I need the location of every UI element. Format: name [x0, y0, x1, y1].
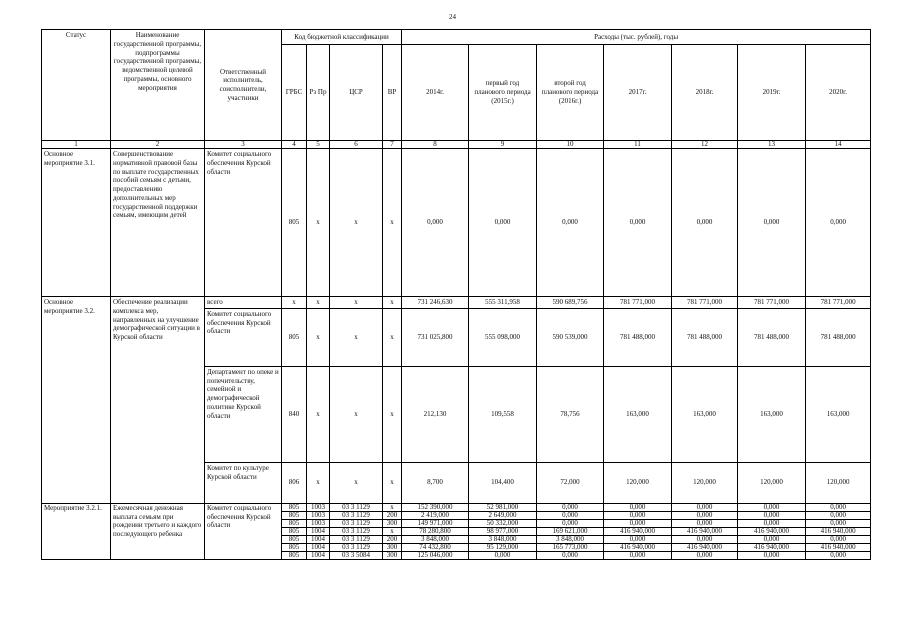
value-cell: 781 771,000 — [806, 297, 871, 309]
value-cell: 74 432,800 — [402, 543, 469, 551]
column-number-cell: 6 — [330, 141, 383, 149]
value-cell: 0,000 — [672, 149, 738, 297]
header-budget-code: Код бюджетной классификации — [282, 30, 402, 45]
code-cell: x — [307, 308, 330, 366]
code-cell: x — [307, 462, 330, 503]
code-cell: x — [330, 366, 383, 462]
header-2019: 2019г. — [738, 45, 806, 141]
value-cell: 0,000 — [738, 503, 806, 511]
value-cell: 416 940,000 — [672, 527, 738, 535]
header-name: Наименование государственной программы, подпрограммы государственной программы, ведомственной целевой программы, основного мероприятия — [111, 30, 205, 141]
value-cell: 149 971,000 — [402, 519, 469, 527]
value-cell: 2 419,000 — [402, 511, 469, 519]
code-cell: x — [330, 308, 383, 366]
code-cell: 805 — [282, 511, 307, 519]
code-cell: 1004 — [307, 543, 330, 551]
value-cell: 590 539,000 — [537, 308, 604, 366]
column-number-cell: 5 — [307, 141, 330, 149]
column-number-cell: 3 — [205, 141, 282, 149]
page-number: 24 — [449, 13, 456, 21]
value-cell: 78 280,800 — [402, 527, 469, 535]
code-cell: 1004 — [307, 551, 330, 559]
code-cell: 03 3 1129 — [330, 543, 383, 551]
value-cell: 3 848,000 — [402, 535, 469, 543]
value-cell: 0,000 — [469, 551, 537, 559]
header-expenses: Расходы (тыс. рублей), годы — [402, 30, 871, 45]
value-cell: 104,400 — [469, 462, 537, 503]
value-cell: 0,000 — [672, 519, 738, 527]
value-cell: 0,000 — [738, 551, 806, 559]
value-cell: 0,000 — [806, 511, 871, 519]
header-executor: Ответственный исполнитель, соисполнители, участники — [205, 30, 282, 141]
column-number-cell: 13 — [738, 141, 806, 149]
code-cell: x — [383, 308, 402, 366]
value-cell: 0,000 — [672, 511, 738, 519]
header-2016: второй год планового периода (2016г.) — [537, 45, 604, 141]
value-cell: 0,000 — [806, 519, 871, 527]
value-cell: 731 246,630 — [402, 297, 469, 309]
value-cell: 781 488,000 — [738, 308, 806, 366]
header-csr: ЦСР — [330, 45, 383, 141]
value-cell: 781 771,000 — [738, 297, 806, 309]
value-cell: 0,000 — [537, 551, 604, 559]
value-cell: 0,000 — [537, 149, 604, 297]
header-2017: 2017г. — [604, 45, 672, 141]
status-cell: Мероприятие 3.2.1. — [42, 503, 111, 559]
column-number-cell: 14 — [806, 141, 871, 149]
value-cell: 0,000 — [738, 149, 806, 297]
value-cell: 416 940,000 — [604, 527, 672, 535]
value-cell: 0,000 — [604, 535, 672, 543]
code-cell: x — [383, 527, 402, 535]
header-status: Статус — [42, 30, 111, 141]
status-cell: Основное мероприятие 3.1. — [42, 149, 111, 297]
value-cell: 212,130 — [402, 366, 469, 462]
code-cell: x — [383, 366, 402, 462]
name-cell: Обеспечение реализации комплекса мер, направленных на улучшение демографической ситуации в Курской области — [111, 297, 205, 504]
value-cell: 169 621,000 — [537, 527, 604, 535]
value-cell: 0,000 — [537, 503, 604, 511]
value-cell: 781 488,000 — [672, 308, 738, 366]
code-cell: 805 — [282, 551, 307, 559]
code-cell: 300 — [383, 551, 402, 559]
executor-cell: Комитет социального обеспечения Курской области — [205, 308, 282, 366]
code-cell: x — [282, 297, 307, 309]
header-2015: первый год планового периода (2015г.) — [469, 45, 537, 141]
value-cell: 50 332,000 — [469, 519, 537, 527]
value-cell: 0,000 — [672, 535, 738, 543]
code-cell: x — [330, 462, 383, 503]
executor-cell: всего — [205, 297, 282, 309]
column-number-cell: 12 — [672, 141, 738, 149]
code-cell: 805 — [282, 527, 307, 535]
code-cell: 840 — [282, 366, 307, 462]
code-cell: x — [330, 297, 383, 309]
code-cell: x — [383, 149, 402, 297]
code-cell: x — [307, 297, 330, 309]
code-cell: 03 3 5084 — [330, 551, 383, 559]
code-cell: 806 — [282, 462, 307, 503]
header-rzpr: Рз Пр — [307, 45, 330, 141]
value-cell: 52 981,000 — [469, 503, 537, 511]
code-cell: 300 — [383, 543, 402, 551]
value-cell: 0,000 — [469, 149, 537, 297]
value-cell: 0,000 — [806, 503, 871, 511]
value-cell: 0,000 — [738, 511, 806, 519]
value-cell: 163,000 — [672, 366, 738, 462]
value-cell: 0,000 — [604, 149, 672, 297]
code-cell: x — [307, 149, 330, 297]
value-cell: 3 848,000 — [537, 535, 604, 543]
code-cell: 1004 — [307, 535, 330, 543]
code-cell: 200 — [383, 535, 402, 543]
column-number-cell: 7 — [383, 141, 402, 149]
value-cell: 416 940,000 — [738, 527, 806, 535]
value-cell: 781 488,000 — [604, 308, 672, 366]
value-cell: 416 940,000 — [738, 543, 806, 551]
code-cell: 03 3 1129 — [330, 511, 383, 519]
value-cell: 0,000 — [604, 503, 672, 511]
budget-table — [41, 29, 871, 560]
value-cell: 731 025,800 — [402, 308, 469, 366]
value-cell: 72,000 — [537, 462, 604, 503]
value-cell: 416 940,000 — [672, 543, 738, 551]
code-cell: x — [383, 462, 402, 503]
executor-cell: Департамент по опеке и попечительству, семейной и демографической политике Курской области — [205, 366, 282, 462]
header-vr: ВР — [383, 45, 402, 141]
value-cell: 0,000 — [738, 519, 806, 527]
value-cell: 125 046,000 — [402, 551, 469, 559]
name-cell: Совершенствование нормативной правовой базы по выплате государственных пособий семьям с детьми, предоставлению дополнительных мер государственной поддержки семьям, имеющим детей — [111, 149, 205, 297]
value-cell: 0,000 — [402, 149, 469, 297]
value-cell: 109,558 — [469, 366, 537, 462]
value-cell: 163,000 — [806, 366, 871, 462]
code-cell: 805 — [282, 503, 307, 511]
code-cell: 03 3 1129 — [330, 503, 383, 511]
value-cell: 781 771,000 — [604, 297, 672, 309]
code-cell: x — [383, 297, 402, 309]
column-number-cell: 9 — [469, 141, 537, 149]
code-cell: x — [330, 149, 383, 297]
value-cell: 120,000 — [738, 462, 806, 503]
code-cell: x — [383, 503, 402, 511]
value-cell: 0,000 — [537, 519, 604, 527]
code-cell: 03 3 1129 — [330, 519, 383, 527]
value-cell: 165 773,000 — [537, 543, 604, 551]
column-number-cell: 2 — [111, 141, 205, 149]
value-cell: 781 488,000 — [806, 308, 871, 366]
column-number-cell: 4 — [282, 141, 307, 149]
column-number-cell: 8 — [402, 141, 469, 149]
code-cell: 1004 — [307, 527, 330, 535]
value-cell: 416 940,000 — [806, 543, 871, 551]
value-cell: 0,000 — [806, 535, 871, 543]
executor-cell: Комитет социального обеспечения Курской области — [205, 503, 282, 559]
code-cell: 300 — [383, 519, 402, 527]
value-cell: 781 771,000 — [672, 297, 738, 309]
value-cell: 120,000 — [806, 462, 871, 503]
value-cell: 0,000 — [604, 511, 672, 519]
column-number-cell: 1 — [42, 141, 111, 149]
name-cell: Ежемесячная денежная выплата семьям при рождении третьего и каждого последующего ребенка — [111, 503, 205, 559]
value-cell: 2 649,000 — [469, 511, 537, 519]
code-cell: 03 3 1129 — [330, 535, 383, 543]
value-cell: 555 311,958 — [469, 297, 537, 309]
header-2018: 2018г. — [672, 45, 738, 141]
table-row — [42, 297, 871, 309]
value-cell: 95 129,000 — [469, 543, 537, 551]
code-cell: 1003 — [307, 503, 330, 511]
value-cell: 0,000 — [672, 503, 738, 511]
value-cell: 416 940,000 — [604, 543, 672, 551]
value-cell: 163,000 — [738, 366, 806, 462]
code-cell: 805 — [282, 149, 307, 297]
value-cell: 0,000 — [672, 551, 738, 559]
status-cell: Основное мероприятие 3.2. — [42, 297, 111, 504]
value-cell: 120,000 — [604, 462, 672, 503]
value-cell: 0,000 — [604, 519, 672, 527]
code-cell: 805 — [282, 543, 307, 551]
value-cell: 0,000 — [806, 149, 871, 297]
executor-cell: Комитет социального обеспечения Курской области — [205, 149, 282, 297]
value-cell: 416 940,000 — [806, 527, 871, 535]
value-cell: 8,700 — [402, 462, 469, 503]
value-cell: 163,000 — [604, 366, 672, 462]
value-cell: 152 390,000 — [402, 503, 469, 511]
code-cell: 200 — [383, 511, 402, 519]
code-cell: 1003 — [307, 519, 330, 527]
executor-cell: Комитет по культуре Курской области — [205, 462, 282, 503]
column-number-cell: 10 — [537, 141, 604, 149]
table-row — [42, 149, 871, 297]
table-row — [42, 503, 871, 511]
value-cell: 98 977,000 — [469, 527, 537, 535]
value-cell: 78,756 — [537, 366, 604, 462]
value-cell: 0,000 — [604, 551, 672, 559]
code-cell: 805 — [282, 308, 307, 366]
value-cell: 3 848,000 — [469, 535, 537, 543]
code-cell: x — [307, 366, 330, 462]
header-2014: 2014г. — [402, 45, 469, 141]
code-cell: 1003 — [307, 511, 330, 519]
code-cell: 03 3 1129 — [330, 527, 383, 535]
header-grbs: ГРБС — [282, 45, 307, 141]
column-numbers-row — [42, 141, 871, 149]
value-cell: 590 689,756 — [537, 297, 604, 309]
value-cell: 555 098,000 — [469, 308, 537, 366]
value-cell: 120,000 — [672, 462, 738, 503]
value-cell: 0,000 — [738, 535, 806, 543]
column-number-cell: 11 — [604, 141, 672, 149]
value-cell: 0,000 — [537, 511, 604, 519]
value-cell: 0,000 — [806, 551, 871, 559]
code-cell: 805 — [282, 535, 307, 543]
header-2020: 2020г. — [806, 45, 871, 141]
code-cell: 805 — [282, 519, 307, 527]
